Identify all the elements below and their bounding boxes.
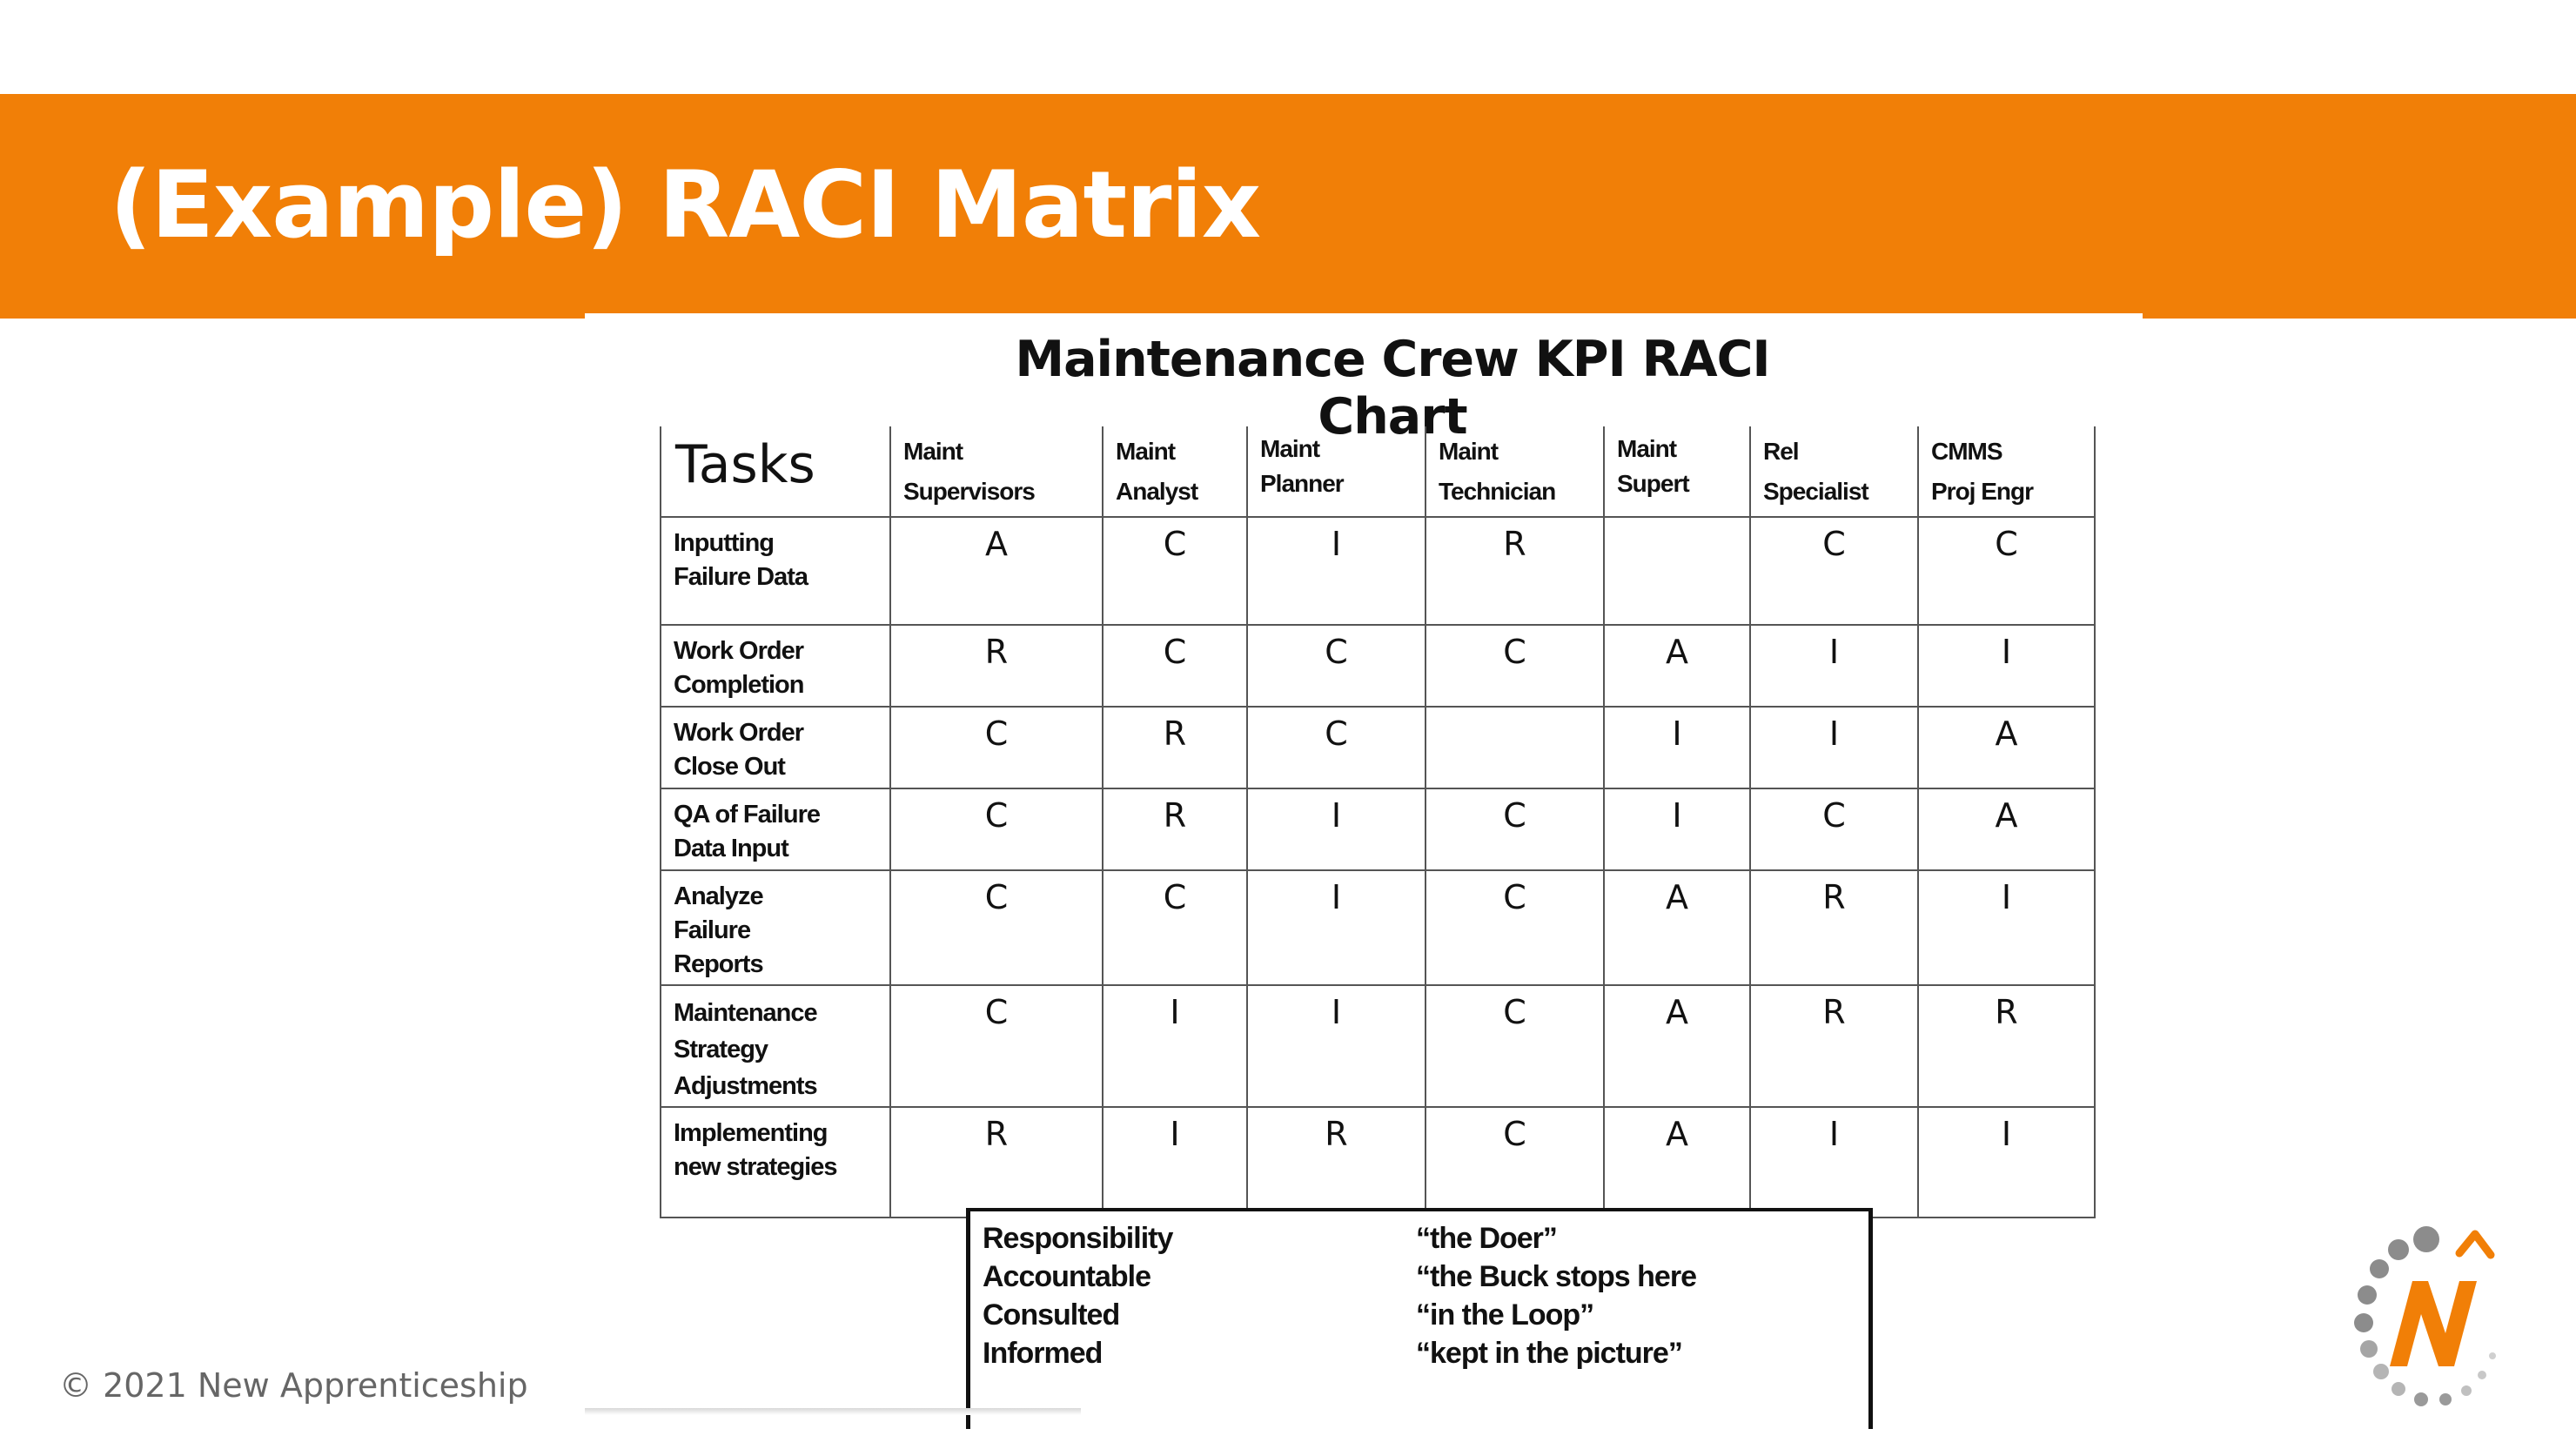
raci-cell: C xyxy=(1918,517,2095,625)
legend-term: Responsibility xyxy=(983,1222,1173,1255)
column-header xyxy=(1247,426,1426,517)
raci-cell: C xyxy=(890,870,1103,985)
raci-cell: R xyxy=(890,625,1103,707)
task-line: Inputting xyxy=(674,529,775,557)
raci-cell: I xyxy=(1750,1107,1918,1218)
raci-cell: I xyxy=(1103,985,1247,1107)
task-line: Reports xyxy=(674,950,763,978)
raci-cell: A xyxy=(1918,707,2095,788)
task-cell xyxy=(661,707,890,788)
column-header xyxy=(1918,426,2095,517)
raci-cell: I xyxy=(1247,788,1426,870)
raci-cell: C xyxy=(1426,985,1604,1107)
raci-cell: C xyxy=(890,707,1103,788)
table-row xyxy=(661,707,2095,788)
raci-cell xyxy=(1604,517,1750,625)
raci-cell: I xyxy=(1750,707,1918,788)
raci-cell: C xyxy=(890,985,1103,1107)
raci-cell: C xyxy=(1426,625,1604,707)
tasks-header: Tasks xyxy=(661,426,890,517)
raci-cell: I xyxy=(1750,625,1918,707)
raci-cell: R xyxy=(1426,517,1604,625)
task-line: Completion xyxy=(674,671,804,699)
column-header xyxy=(1426,426,1604,517)
legend-term: Informed xyxy=(983,1337,1103,1370)
task-cell xyxy=(661,1107,890,1218)
legend-meaning: “in the Loop” xyxy=(1416,1298,1594,1332)
column-header-line: Technician xyxy=(1439,478,1556,505)
raci-cell: A xyxy=(1918,788,2095,870)
task-line: Adjustments xyxy=(674,1072,817,1100)
table-row xyxy=(661,1107,2095,1218)
task-line: Data Input xyxy=(674,835,788,862)
legend-term: Accountable xyxy=(983,1260,1151,1293)
raci-cell: C xyxy=(890,788,1103,870)
raci-cell: I xyxy=(1247,985,1426,1107)
task-line: Failure Data xyxy=(674,563,808,591)
task-cell xyxy=(661,870,890,985)
column-header-line: Rel xyxy=(1763,438,1799,465)
column-header-line: Maint xyxy=(1116,438,1176,465)
raci-cell: C xyxy=(1103,625,1247,707)
raci-cell: I xyxy=(1918,1107,2095,1218)
column-header-line: Supert xyxy=(1617,470,1689,497)
raci-cell: C xyxy=(1247,707,1426,788)
raci-cell: A xyxy=(1604,1107,1750,1218)
legend-meaning: “kept in the picture” xyxy=(1416,1337,1682,1370)
panel-shadow xyxy=(585,1408,1081,1415)
raci-cell: R xyxy=(1750,985,1918,1107)
column-header-line: Maint xyxy=(1260,435,1320,462)
table-row xyxy=(661,870,2095,985)
task-line: Maintenance xyxy=(674,999,817,1027)
raci-cell: I xyxy=(1247,870,1426,985)
task-line: Analyze xyxy=(674,882,763,910)
column-header-line: Analyst xyxy=(1116,478,1198,505)
raci-cell: I xyxy=(1247,517,1426,625)
raci-cell: I xyxy=(1604,707,1750,788)
column-header-line: Specialist xyxy=(1763,478,1868,505)
raci-cell: A xyxy=(1604,625,1750,707)
column-header-line: Maint xyxy=(903,438,963,465)
raci-cell: I xyxy=(1918,625,2095,707)
raci-cell: C xyxy=(1426,1107,1604,1218)
raci-cell: I xyxy=(1604,788,1750,870)
task-line: Implementing xyxy=(674,1119,828,1147)
task-line: new strategies xyxy=(674,1153,837,1181)
raci-cell: I xyxy=(1103,1107,1247,1218)
raci-cell: C xyxy=(1247,625,1426,707)
task-cell xyxy=(661,985,890,1107)
table-row xyxy=(661,788,2095,870)
task-line: Work Order xyxy=(674,719,804,747)
task-cell xyxy=(661,788,890,870)
column-header xyxy=(890,426,1103,517)
task-line: Work Order xyxy=(674,637,804,665)
raci-cell: I xyxy=(1918,870,2095,985)
legend-meaning: “the Buck stops here xyxy=(1416,1260,1696,1293)
raci-cell: R xyxy=(1918,985,2095,1107)
column-header xyxy=(1103,426,1247,517)
raci-cell: A xyxy=(1604,870,1750,985)
column-header xyxy=(1750,426,1918,517)
legend-term: Consulted xyxy=(983,1298,1120,1332)
raci-cell: C xyxy=(1750,788,1918,870)
raci-cell: R xyxy=(890,1107,1103,1218)
task-line: QA of Failure xyxy=(674,801,820,828)
table-row xyxy=(661,625,2095,707)
raci-cell: A xyxy=(1604,985,1750,1107)
raci-cell: C xyxy=(1103,517,1247,625)
new-apprenticeship-logo-icon xyxy=(2329,1218,2520,1427)
column-header-line: Supervisors xyxy=(903,478,1035,505)
raci-cell: C xyxy=(1426,788,1604,870)
chart-title: Maintenance Crew KPI RACI Chart xyxy=(1015,331,1770,446)
raci-cell: C xyxy=(1750,517,1918,625)
column-header-line: CMMS xyxy=(1931,438,2002,465)
column-header-line: Proj Engr xyxy=(1931,478,2034,505)
raci-cell: A xyxy=(890,517,1103,625)
column-header xyxy=(1604,426,1750,517)
raci-table xyxy=(660,426,2096,1218)
column-header-line: Maint xyxy=(1439,438,1499,465)
raci-cell xyxy=(1426,707,1604,788)
table-row xyxy=(661,985,2095,1107)
task-line: Close Out xyxy=(674,753,785,781)
table-row xyxy=(661,517,2095,625)
raci-cell: R xyxy=(1103,707,1247,788)
task-cell xyxy=(661,517,890,625)
raci-cell: R xyxy=(1247,1107,1426,1218)
header-row xyxy=(661,426,2095,517)
column-header-line: Planner xyxy=(1260,470,1344,497)
task-line: Strategy xyxy=(674,1036,768,1063)
column-header-line: Maint xyxy=(1617,435,1677,462)
copyright-footer: © 2021 New Apprenticeship xyxy=(59,1366,528,1405)
slide-title: (Example) RACI Matrix xyxy=(110,151,1261,258)
raci-cell: C xyxy=(1426,870,1604,985)
task-line: Failure xyxy=(674,916,751,944)
legend-meaning: “the Doer” xyxy=(1416,1222,1557,1255)
raci-cell: R xyxy=(1750,870,1918,985)
raci-legend xyxy=(966,1208,1873,1429)
raci-cell: C xyxy=(1103,870,1247,985)
raci-cell: R xyxy=(1103,788,1247,870)
task-cell xyxy=(661,625,890,707)
